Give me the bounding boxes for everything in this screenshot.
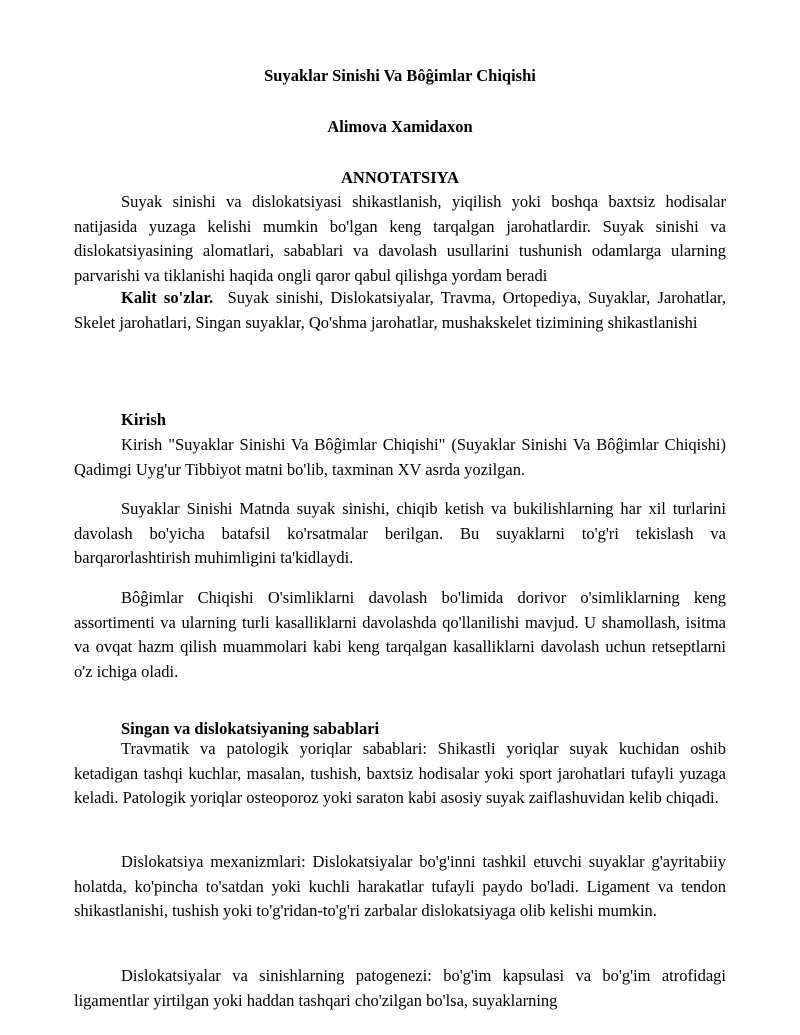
document-title: Suyaklar Sinishi Va Bôĝimlar Chiqishi (264, 66, 536, 85)
paragraph: Dislokatsiya mexanizmlari: Dislokatsiyalar bo'g'inni tashkil etuvchi suyaklar g'ayritabiiy holatda, ko'pincha to'satdan yoki kuchli harakatlar tufayli paydo bo'ladi. Ligament va tendon shikastlanishi, tushish yoki to'g'ridan-to'g'ri zarbalar dislokatsiyaga olib kelishi mumkin. (74, 852, 726, 920)
paragraph: Kirish "Suyaklar Sinishi Va Bôĝimlar Chiqishi" (Suyaklar Sinishi Va Bôĝimlar Chiqishi) Qadimgi Uyg'ur Tibbiyot matni bo'lib, taxminan XV asrda yozilgan. (74, 435, 726, 479)
keywords-paragraph (74, 286, 726, 335)
paragraph: Travmatik va patologik yoriqlar sabablari: Shikastli yoriqlar suyak kuchidan oshib ketadigan tashqi kuchlar, masalan, tushish, baxtsiz hodisalar yoki sport jarohatlari tufayli yuzaga keladi. Patologik yoriqlar osteoporoz yoki saraton kabi asosiy suyak zaiflashuvidan kelib chiqadi. (74, 739, 726, 807)
paragraph: Dislokatsiyalar va sinishlarning patogenezi: bo'g'im kapsulasi va bo'g'im atrofidagi ligamentlar yirtilgan yoki haddan tashqari cho'zilgan bo'lsa, suyaklarning (74, 966, 726, 1010)
paragraph: Suyaklar Sinishi Matnda suyak sinishi, chiqib ketish va bukilishlarning har xil turlarini davolash bo'yicha batafsil ko'rsatmalar berilgan. Bu suyaklarni to'g'ri tekislash va barqarorlashtirish muhimligini ta'kidlaydi. (74, 499, 726, 567)
keywords-label: Kalit so'zlar. (121, 288, 214, 307)
section-heading-causes: Singan va dislokatsiyaning sabablari (121, 719, 380, 738)
paragraph: Bôĝimlar Chiqishi O'simliklarni davolash bo'limida dorivor o'simliklarning keng assortimenti va ularning turli kasalliklarni davolashda qo'llanilishi mavjud. U shamollash, isitma va ovqat hazm qilish muammolari kabi keng tarqalgan kasalliklarni davolash uchun retseptlarni o'z ichiga oladi. (74, 588, 726, 681)
abstract-paragraph: Suyak sinishi va dislokatsiyasi shikastlanish, yiqilish yoki boshqa baxtsiz hodisalar natijasida yuzaga kelishi mumkin bo'lgan keng tarqalgan jarohatlardir. Suyak sinishi va dislokatsiyasining alomatlari, sabablari va davolash usullarini tushunish odamlarga ularning parvarishi va tiklanishi haqida ongli qaror qabul qilishga yordam beradi (74, 192, 726, 285)
abstract-heading: ANNOTATSIYA (341, 168, 459, 187)
keywords-text: Suyak sinishi, Dislokatsiyalar, Travma, Ortopediya, Suyaklar, Jarohatlar, Skelet jarohatlari, Singan suyaklar, Qo'shma jarohatlar, mushakskelet tizimining shikastlanishi (74, 288, 726, 332)
document-author: Alimova Xamidaxon (327, 117, 473, 136)
section-heading-kirish: Kirish (121, 410, 166, 429)
